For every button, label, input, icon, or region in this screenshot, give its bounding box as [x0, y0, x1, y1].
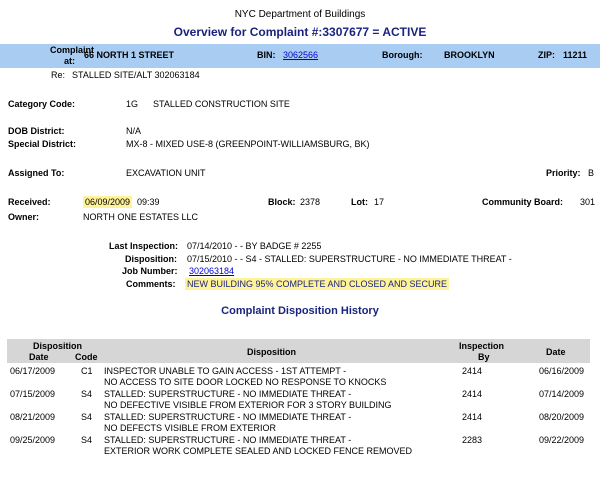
- last-inspection-label: Last Inspection:: [109, 241, 179, 251]
- row-inspector-badge: 2414: [462, 412, 483, 422]
- row-disposition-code: S4: [81, 389, 93, 399]
- row-disposition-date: 09/25/2009: [10, 435, 56, 445]
- lot-label: Lot:: [351, 197, 368, 207]
- row-disposition-date: 08/21/2009: [10, 412, 56, 422]
- zip-label: ZIP:: [538, 50, 555, 60]
- job-number-link[interactable]: 302063184: [189, 266, 235, 276]
- priority-value: B: [588, 168, 595, 178]
- row-disposition-line2: NO ACCESS TO SITE DOOR LOCKED NO RESPONSE TO KNOCKS: [104, 377, 387, 387]
- job-number-label: Job Number:: [122, 266, 178, 276]
- col-code: Code: [75, 352, 98, 362]
- row-disposition-line1: INSPECTOR UNABLE TO GAIN ACCESS - 1ST ATTEMPT -: [104, 366, 347, 376]
- complaint-at-label-2: at:: [64, 56, 75, 66]
- assigned-label: Assigned To:: [8, 168, 65, 178]
- owner-label: Owner:: [8, 212, 40, 222]
- row-inspector-badge: 2414: [462, 389, 483, 399]
- disposition-label: Disposition:: [125, 254, 177, 264]
- borough-label: Borough:: [382, 50, 423, 60]
- row-disposition-line2: NO DEFECTS VISIBLE FROM EXTERIOR: [104, 423, 277, 433]
- received-label: Received:: [8, 197, 51, 207]
- col-insp-date: Date: [546, 347, 566, 357]
- re-value: STALLED SITE/ALT 302063184: [72, 70, 200, 80]
- history-section-title: Complaint Disposition History: [221, 305, 379, 317]
- row-inspector-badge: 2414: [462, 366, 483, 376]
- priority-label: Priority:: [546, 168, 581, 178]
- bin-label: BIN:: [257, 50, 276, 60]
- borough-value: BROOKLYN: [444, 50, 495, 60]
- row-disposition-code: S4: [81, 435, 93, 445]
- row-disposition-date: 07/15/2009: [10, 389, 56, 399]
- col-disposition: Disposition: [247, 347, 296, 357]
- dob-district-label: DOB District:: [8, 126, 65, 136]
- complaint-address: 66 NORTH 1 STREET: [84, 50, 175, 60]
- page-title: Overview for Complaint #:3307677 = ACTIVE: [173, 25, 427, 39]
- zip-value: 11211: [563, 50, 588, 60]
- row-disposition-code: S4: [81, 412, 93, 422]
- category-label: Category Code:: [8, 99, 76, 109]
- complaint-at-label: Complaint: [50, 45, 94, 55]
- disposition-value: 07/15/2010 - - S4 - STALLED: SUPERSTRUCTURE - NO IMMEDIATE THREAT -: [187, 254, 512, 264]
- row-inspection-date: 07/14/2009: [539, 389, 585, 399]
- re-label: Re:: [51, 70, 66, 80]
- row-disposition-line1: STALLED: SUPERSTRUCTURE - NO IMMEDIATE THREAT -: [104, 389, 352, 399]
- agency-name: NYC Department of Buildings: [234, 9, 366, 20]
- special-district-value: MX-8 - MIXED USE-8 (GREENPOINT-WILLIAMSBURG, BK): [126, 139, 370, 149]
- row-disposition-line1: STALLED: SUPERSTRUCTURE - NO IMMEDIATE THREAT -: [104, 412, 352, 422]
- dob-district-value: N/A: [126, 126, 142, 136]
- row-disposition-date: 06/17/2009: [10, 366, 56, 376]
- row-inspection-date: 09/22/2009: [539, 435, 585, 445]
- assigned-value: EXCAVATION UNIT: [126, 168, 206, 178]
- col-inspection-top: Inspection: [459, 341, 505, 351]
- row-inspection-date: 08/20/2009: [539, 412, 585, 422]
- row-inspection-date: 06/16/2009: [539, 366, 585, 376]
- comments-label: Comments:: [126, 279, 176, 289]
- row-disposition-code: C1: [81, 366, 93, 376]
- row-disposition-line2: EXTERIOR WORK COMPLETE SEALED AND LOCKED FENCE REMOVED: [104, 446, 413, 456]
- received-date: 06/09/2009: [85, 197, 131, 207]
- lot-value: 17: [374, 197, 385, 207]
- received-time: 09:39: [137, 197, 160, 207]
- block-value: 2378: [300, 197, 321, 207]
- category-desc: STALLED CONSTRUCTION SITE: [153, 99, 290, 109]
- col-by: By: [478, 352, 490, 362]
- owner-value: NORTH ONE ESTATES LLC: [83, 212, 199, 222]
- comments-value: NEW BUILDING 95% COMPLETE AND CLOSED AND SECURE: [187, 279, 448, 289]
- row-disposition-line1: STALLED: SUPERSTRUCTURE - NO IMMEDIATE THREAT -: [104, 435, 352, 445]
- community-board-value: 301: [580, 197, 596, 207]
- block-label: Block:: [268, 197, 296, 207]
- row-inspector-badge: 2283: [462, 435, 483, 445]
- special-district-label: Special District:: [8, 139, 77, 149]
- last-inspection-value: 07/14/2010 - - BY BADGE # 2255: [187, 241, 322, 251]
- bin-link[interactable]: 3062566: [283, 50, 319, 60]
- community-board-label: Community Board:: [482, 197, 563, 207]
- row-disposition-line2: NO DEFECTIVE VISIBLE FROM EXTERIOR FOR 3 STORY BUILDING: [104, 400, 392, 410]
- category-code: 1G: [126, 99, 139, 109]
- col-date: Date: [29, 352, 49, 362]
- col-disposition-top: Disposition: [33, 341, 82, 351]
